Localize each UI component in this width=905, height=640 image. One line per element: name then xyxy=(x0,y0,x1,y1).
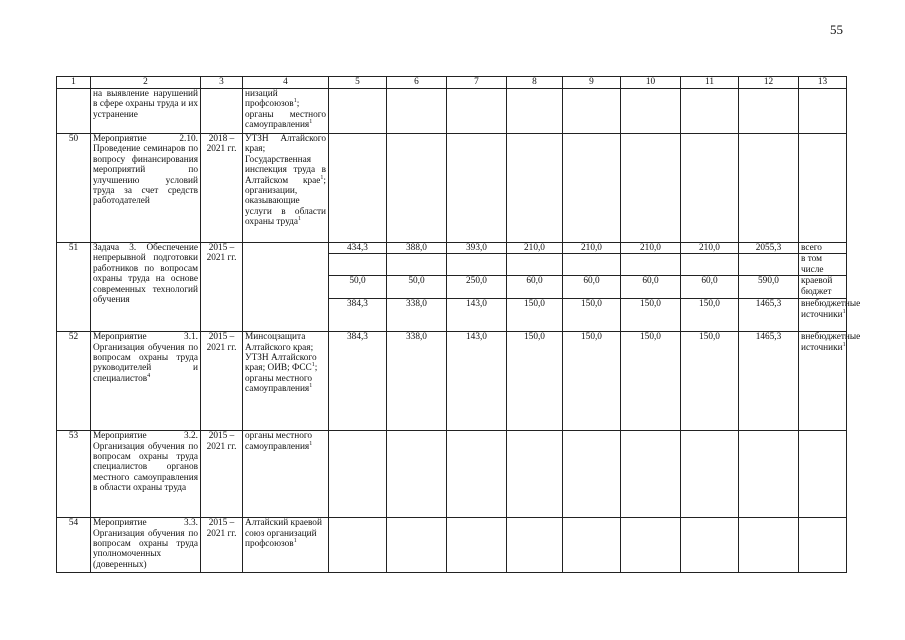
period: 2018 – 2021 гг. xyxy=(201,134,243,243)
row-number: 51 xyxy=(57,243,91,332)
value-cell xyxy=(387,254,447,276)
row-number xyxy=(57,89,91,134)
value-cell: 384,3 xyxy=(329,332,387,431)
activity-name: Задача 3. Обеспечение непрерывной подготовки работников по вопросам охраны труда на основе современных технологий обучения xyxy=(91,243,201,332)
executors xyxy=(243,243,329,332)
value-cell: 150,0 xyxy=(621,332,681,431)
table-row xyxy=(57,134,847,243)
executors: Минсоцзащита Алтайского края; УТЗН Алтайского края; ОИВ; ФСС$^1$; органы местного самоуправления$^1$ xyxy=(243,332,329,431)
value-cell: 2055,3 xyxy=(739,243,799,254)
value-cell: 50,0 xyxy=(387,276,447,299)
value-cell: 50,0 xyxy=(329,276,387,299)
period: 2015 – 2021 гг. xyxy=(201,518,243,573)
funding-source: в том числе xyxy=(799,254,847,276)
program-activities-table xyxy=(56,76,861,573)
executors: УТЗН Алтайского края; Государственная инспекция труда в Алтайском крае$^1$; организации, оказывающие услуги в области охраны труда$^1$ xyxy=(243,134,329,243)
value-cell: 150,0 xyxy=(507,332,563,431)
activity-name: на выявление нарушений в сфере охраны труда и их устранение xyxy=(91,89,201,134)
column-header: 11 xyxy=(681,77,739,89)
period xyxy=(201,89,243,134)
column-header: 9 xyxy=(563,77,621,89)
value-cell: 210,0 xyxy=(563,243,621,254)
activity-name: Мероприятие 3.3. Организация обучения по вопросам охраны труда уполномоченных (доверенных) xyxy=(91,518,201,573)
activity-name: Мероприятие 3.2. Организация обучения по вопросам охраны труда специалистов органов местного самоуправления в области охраны труда xyxy=(91,431,201,518)
value-cell: 150,0 xyxy=(563,299,621,332)
value-cell xyxy=(447,254,507,276)
row-number: 54 xyxy=(57,518,91,573)
value-cell: 150,0 xyxy=(621,299,681,332)
value-cell: 384,3 xyxy=(329,299,387,332)
table-row xyxy=(57,431,847,518)
value-cell: 338,0 xyxy=(387,299,447,332)
executors: низаций профсоюзов$^1$; органы местного самоуправления$^1$ xyxy=(243,89,329,134)
column-header: 4 xyxy=(243,77,329,89)
column-header: 10 xyxy=(621,77,681,89)
executors: Алтайский краевой союз организаций профсоюзов$^1$ xyxy=(243,518,329,573)
value-cell: 388,0 xyxy=(387,243,447,254)
funding-source: всего xyxy=(799,243,847,254)
value-cell: 210,0 xyxy=(507,243,563,254)
value-cell: 1465,3 xyxy=(739,332,799,431)
executors: органы местного самоуправления$^1$ xyxy=(243,431,329,518)
table-row xyxy=(57,332,847,431)
page-number: 55 xyxy=(830,22,843,37)
value-cell: 338,0 xyxy=(387,332,447,431)
column-header: 6 xyxy=(387,77,447,89)
activity-name: Мероприятие 2.10. Проведение семинаров по вопросу финансирования мероприятий по улучшению условий труда за счет средств работодателей xyxy=(91,134,201,243)
value-cell: 590,0 xyxy=(739,276,799,299)
value-cell xyxy=(739,254,799,276)
value-cell: 210,0 xyxy=(621,243,681,254)
value-cell: 143,0 xyxy=(447,299,507,332)
column-header: 3 xyxy=(201,77,243,89)
period: 2015 – 2021 гг. xyxy=(201,332,243,431)
column-header: 5 xyxy=(329,77,387,89)
row-number: 50 xyxy=(57,134,91,243)
row-number: 52 xyxy=(57,332,91,431)
value-cell xyxy=(563,254,621,276)
activity-name: Мероприятие 3.1. Организация обучения по вопросам охраны труда руководителей и специалистов$^4$ xyxy=(91,332,201,431)
column-header: 12 xyxy=(739,77,799,89)
table-row-continuation xyxy=(57,89,847,134)
value-cell: 393,0 xyxy=(447,243,507,254)
column-header: 7 xyxy=(447,77,507,89)
header-row xyxy=(57,77,847,89)
column-header: 1 xyxy=(57,77,91,89)
value-cell: 250,0 xyxy=(447,276,507,299)
value-cell: 60,0 xyxy=(621,276,681,299)
value-cell: 434,3 xyxy=(329,243,387,254)
value-cell: 60,0 xyxy=(563,276,621,299)
value-cell: 150,0 xyxy=(563,332,621,431)
period: 2015 – 2021 гг. xyxy=(201,431,243,518)
value-cell xyxy=(621,254,681,276)
value-cell xyxy=(507,254,563,276)
value-cell xyxy=(681,254,739,276)
value-cell: 1465,3 xyxy=(739,299,799,332)
period: 2015 – 2021 гг. xyxy=(201,243,243,332)
value-cell: 60,0 xyxy=(507,276,563,299)
value-cell: 143,0 xyxy=(447,332,507,431)
value-cell: 150,0 xyxy=(681,299,739,332)
column-header: 2 xyxy=(91,77,201,89)
value-cell: 150,0 xyxy=(507,299,563,332)
value-cell: 60,0 xyxy=(681,276,739,299)
row-number: 53 xyxy=(57,431,91,518)
value-cell: 210,0 xyxy=(681,243,739,254)
funding-source: внебюджетные источники$^1$ xyxy=(799,332,847,431)
table-row xyxy=(57,243,847,254)
table-row xyxy=(57,518,847,573)
value-cell xyxy=(329,254,387,276)
column-header: 13 xyxy=(799,77,847,89)
column-header: 8 xyxy=(507,77,563,89)
value-cell: 150,0 xyxy=(681,332,739,431)
funding-source: внебюджетные источники$^1$ xyxy=(799,299,847,332)
funding-source: краевой бюджет xyxy=(799,276,847,299)
